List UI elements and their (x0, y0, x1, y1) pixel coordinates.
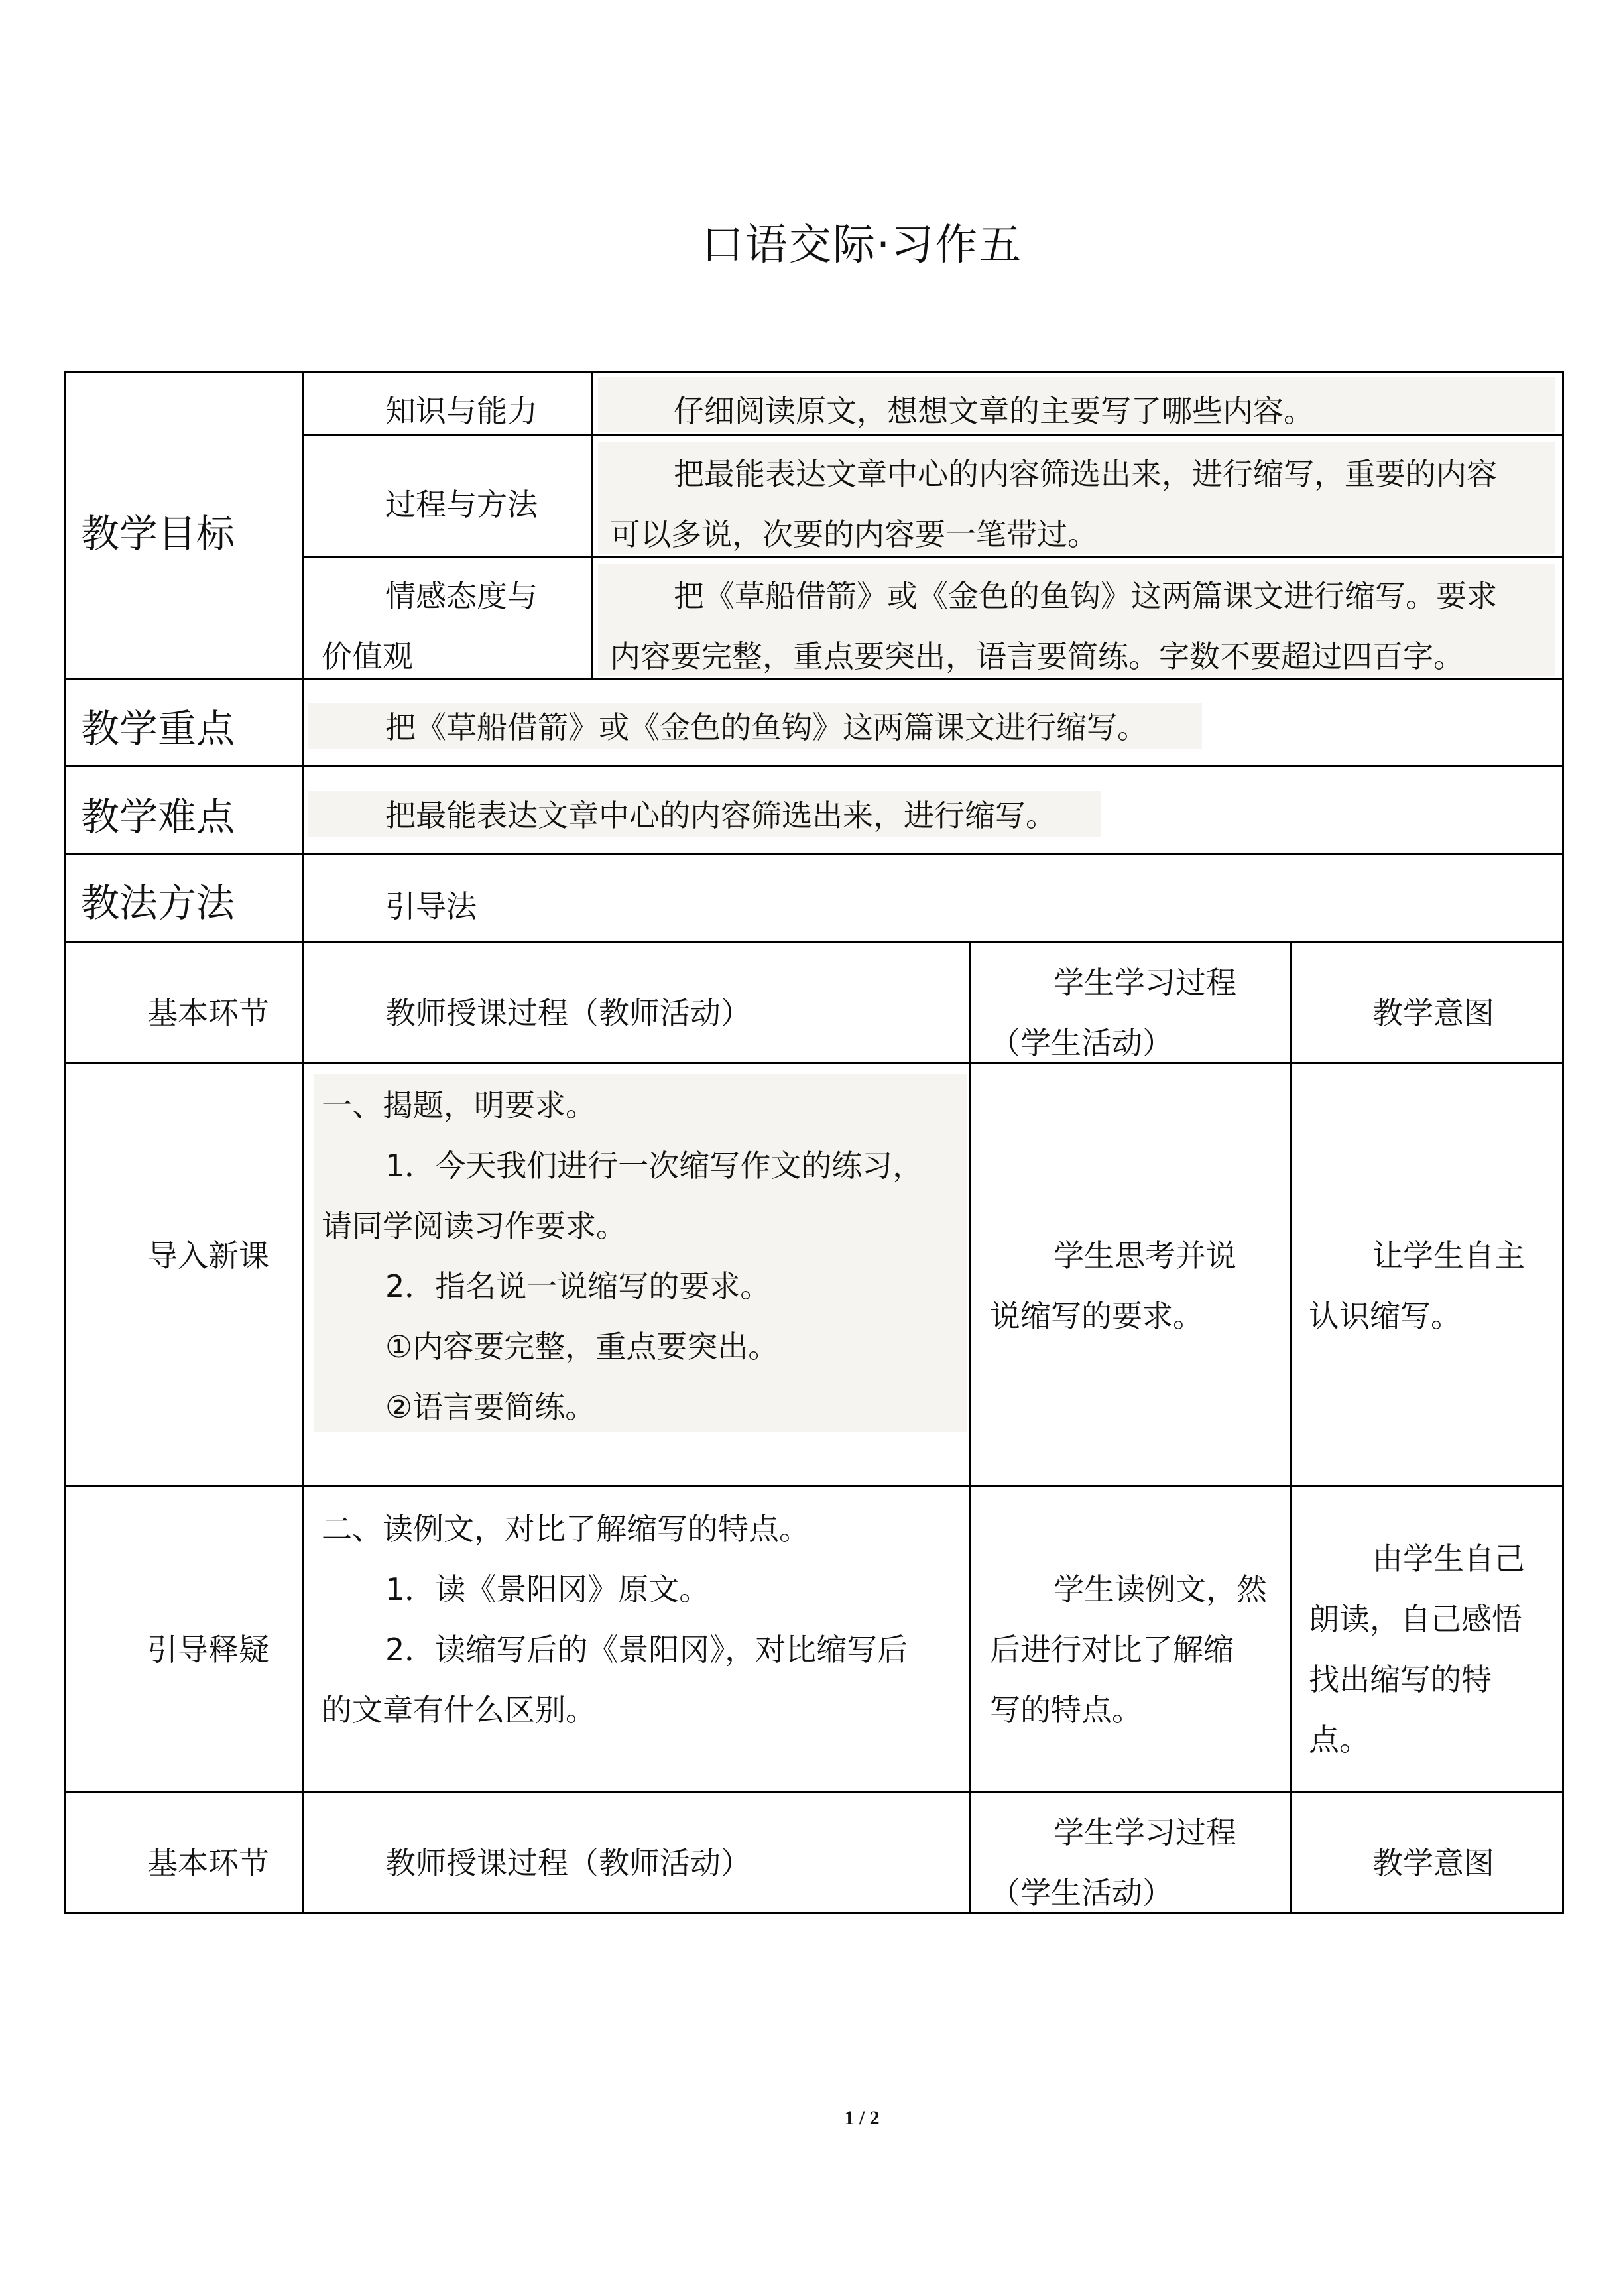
objective-content: 把最能表达文章中心的内容筛选出来，进行缩写，重要的内容 (674, 456, 1497, 492)
table-line (1290, 941, 1292, 1914)
table-line (591, 371, 593, 680)
key-point-content: 把《草船借箭》或《金色的鱼钩》这两篇课文进行缩写。 (385, 709, 1148, 745)
table-line (64, 1485, 1564, 1487)
difficulty-content: 把最能表达文章中心的内容筛选出来，进行缩写。 (385, 798, 1056, 833)
stage-intent-line: 由学生自己 (1372, 1541, 1525, 1577)
objective-content: 把《草船借箭》或《金色的鱼钩》这两篇课文进行缩写。要求 (674, 578, 1497, 614)
stage-teacher-line: 一、揭题，明要求。 (322, 1087, 596, 1123)
column-header-student: （学生活动） (990, 1025, 1173, 1061)
column-header-stage: 基本环节 (147, 995, 269, 1031)
column-header-student: 学生学习过程 (1053, 965, 1236, 1000)
stage-teacher-line: 2．指名说一说缩写的要求。 (385, 1268, 771, 1304)
table-border-left (64, 371, 66, 1914)
objective-category: 价值观 (322, 638, 413, 674)
stage-teacher-line: 请同学阅读习作要求。 (322, 1208, 627, 1244)
stage-student-line: 后进行对比了解缩 (990, 1632, 1234, 1667)
stage-teacher-line: ②语言要简练。 (385, 1389, 596, 1425)
stage-intent-line: 朗读，自己感悟 (1309, 1601, 1522, 1637)
table-line (64, 1062, 1564, 1064)
table-line (302, 371, 304, 1914)
page-number: 1 / 2 (844, 2107, 880, 2129)
column-header-intent: 教学意图 (1372, 995, 1494, 1031)
stage-teacher-line: 二、读例文，对比了解缩写的特点。 (322, 1511, 810, 1547)
stage-teacher-line: 的文章有什么区别。 (322, 1692, 596, 1728)
table-line (64, 941, 1564, 943)
stage-intent-line: 找出缩写的特 (1309, 1662, 1492, 1697)
column-header-teacher: 教师授课过程（教师活动） (385, 1845, 751, 1881)
table-border-top (64, 371, 1564, 373)
stage-student-line: 说缩写的要求。 (990, 1298, 1203, 1334)
stage-intent-line: 点。 (1309, 1722, 1370, 1758)
table-line (64, 853, 1564, 855)
method-content: 引导法 (385, 888, 477, 924)
stage-teacher-line: ①内容要完整，重点要突出。 (385, 1329, 779, 1364)
table-line (64, 765, 1564, 767)
difficulty-label: 教学难点 (81, 794, 235, 839)
stage-teacher-line: 1．今天我们进行一次缩写作文的练习， (385, 1148, 924, 1183)
stage-name: 导入新课 (147, 1238, 269, 1274)
objective-content: 可以多说，次要的内容要一笔带过。 (610, 516, 1098, 552)
stage-intent-line: 让学生自主 (1372, 1238, 1525, 1274)
objective-content: 仔细阅读原文，想想文章的主要写了哪些内容。 (674, 393, 1314, 429)
method-label: 教法方法 (81, 880, 235, 926)
table-line (969, 941, 971, 1914)
stage-name: 引导释疑 (147, 1632, 269, 1667)
table-line (64, 1791, 1564, 1793)
objectives-label: 教学目标 (81, 511, 235, 556)
stage-teacher-line: 1．读《景阳冈》原文。 (385, 1571, 710, 1607)
column-header-student: （学生活动） (990, 1875, 1173, 1911)
objective-category: 情感态度与 (385, 578, 538, 614)
table-border-right (1562, 371, 1564, 1914)
key-point-label: 教学重点 (81, 706, 235, 751)
objective-content: 内容要完整，重点要突出，语言要简练。字数不要超过四百字。 (610, 638, 1464, 674)
stage-intent-line: 认识缩写。 (1309, 1298, 1461, 1334)
objective-category: 知识与能力 (385, 393, 538, 429)
objective-category: 过程与方法 (385, 487, 538, 522)
stage-teacher-line: 2．读缩写后的《景阳冈》，对比缩写后 (385, 1632, 908, 1667)
stage-student-line: 学生思考并说 (1053, 1238, 1236, 1274)
stage-student-line: 写的特点。 (990, 1692, 1142, 1728)
stage-student-line: 学生读例文，然 (1053, 1571, 1267, 1607)
column-header-intent: 教学意图 (1372, 1845, 1494, 1881)
column-header-teacher: 教师授课过程（教师活动） (385, 995, 751, 1031)
page-title: 口语交际·习作五 (701, 221, 1023, 270)
column-header-stage: 基本环节 (147, 1845, 269, 1881)
column-header-student: 学生学习过程 (1053, 1815, 1236, 1850)
table-border-bottom (64, 1912, 1564, 1914)
